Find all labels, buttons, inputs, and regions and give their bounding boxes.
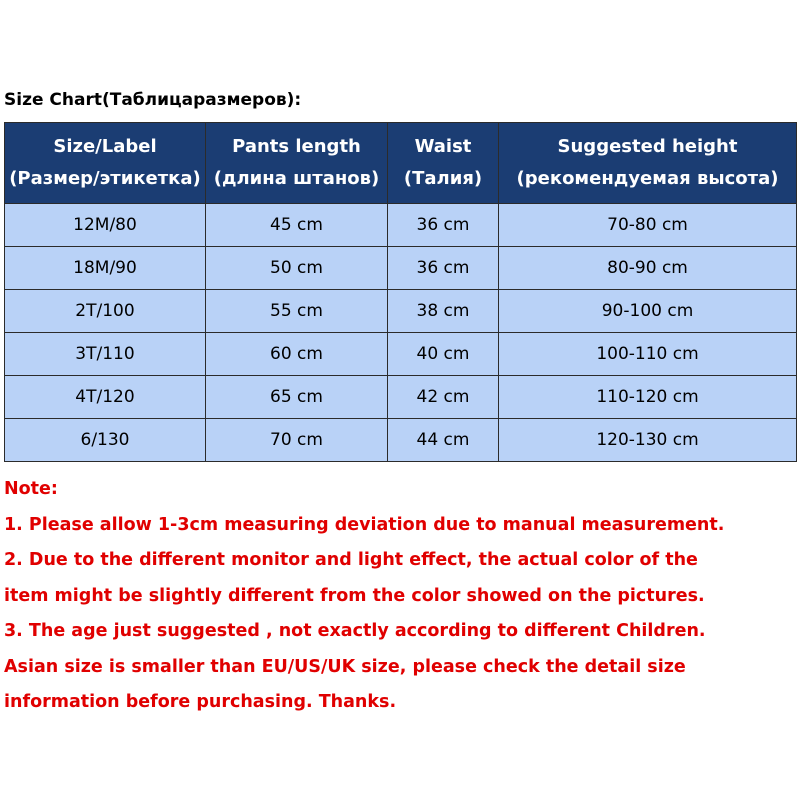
cell-size: 12M/80 — [5, 204, 206, 247]
cell-waist: 44 cm — [388, 419, 499, 462]
table-row — [5, 204, 797, 247]
cell-size: 6/130 — [5, 419, 206, 462]
header-pants-length — [206, 123, 388, 204]
cell-size: 18M/90 — [5, 247, 206, 290]
header-size-label-en: Size/Label — [53, 136, 157, 157]
cell-height: 90-100 cm — [499, 290, 797, 333]
cell-size: 2T/100 — [5, 290, 206, 333]
cell-height: 70-80 cm — [499, 204, 797, 247]
notes-section — [4, 472, 724, 721]
note-line: 3. The age just suggested , not exactly according to different Children. — [4, 621, 706, 641]
header-pants-length-en: Pants length — [232, 136, 361, 157]
table-row — [5, 290, 797, 333]
table-row — [5, 333, 797, 376]
cell-pants-length: 50 cm — [206, 247, 388, 290]
table-row — [5, 247, 797, 290]
note-line: item might be slightly different from the color showed on the pictures. — [4, 585, 705, 606]
size-chart-table — [4, 122, 797, 462]
note-line: information before purchasing. Thanks. — [4, 692, 397, 712]
note-line: 2. Due to the different monitor and light effect, the actual color of the — [4, 550, 698, 570]
cell-height: 110-120 cm — [499, 376, 797, 419]
note-line: 1. Please allow 1-3cm measuring deviation due to manual measurement. — [4, 514, 725, 535]
cell-pants-length: 70 cm — [206, 419, 388, 462]
cell-waist: 36 cm — [388, 247, 499, 290]
table-row — [5, 419, 797, 462]
cell-waist: 38 cm — [388, 290, 499, 333]
header-waist-en: Waist — [414, 136, 472, 157]
header-size-label — [5, 123, 206, 204]
header-waist — [388, 123, 499, 204]
cell-height: 80-90 cm — [499, 247, 797, 290]
note-line: Asian size is smaller than EU/US/UK size, please check the detail size — [4, 656, 686, 677]
size-chart-title: Size Chart(Таблицаразмеров): — [4, 90, 302, 110]
note-heading: Note: — [4, 479, 58, 499]
header-pants-length-ru: (длина штанов) — [213, 168, 380, 189]
cell-height: 120-130 cm — [499, 419, 797, 462]
table-row — [5, 376, 797, 419]
header-size-label-ru: (Размер/этикетка) — [9, 168, 201, 189]
cell-pants-length: 55 cm — [206, 290, 388, 333]
cell-waist: 40 cm — [388, 333, 499, 376]
header-suggested-height-en: Suggested height — [557, 136, 738, 157]
cell-size: 4T/120 — [5, 376, 206, 419]
table-header-row — [5, 123, 797, 204]
header-waist-ru: (Талия) — [403, 168, 483, 189]
cell-waist: 36 cm — [388, 204, 499, 247]
cell-height: 100-110 cm — [499, 333, 797, 376]
cell-pants-length: 65 cm — [206, 376, 388, 419]
cell-size: 3T/110 — [5, 333, 206, 376]
cell-pants-length: 60 cm — [206, 333, 388, 376]
header-suggested-height-ru: (рекомендуемая высота) — [516, 168, 779, 189]
cell-pants-length: 45 cm — [206, 204, 388, 247]
cell-waist: 42 cm — [388, 376, 499, 419]
header-suggested-height — [499, 123, 797, 204]
